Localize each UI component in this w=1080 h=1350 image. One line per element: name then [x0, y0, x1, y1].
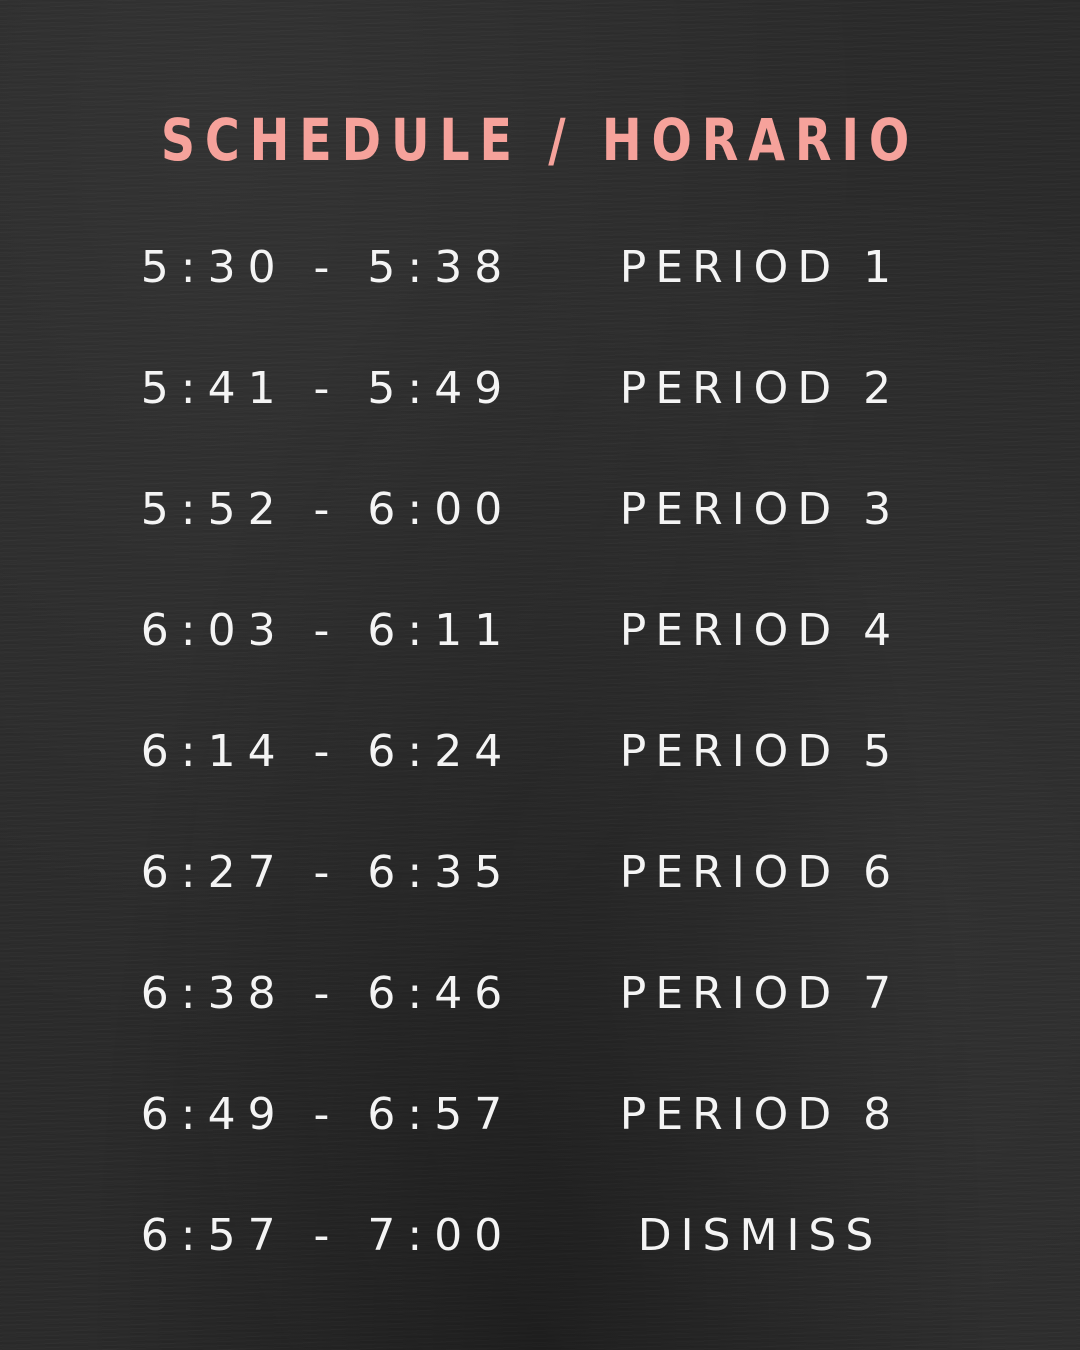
- time-range: 6:27 - 6:35: [140, 847, 515, 898]
- period-label: PERIOD 4: [619, 605, 901, 656]
- period-label: PERIOD 5: [619, 726, 901, 777]
- period-label: PERIOD 6: [619, 847, 901, 898]
- schedule-row: [0, 722, 1080, 782]
- dismiss-label: DISMISS: [637, 1210, 883, 1261]
- schedule-row: [0, 238, 1080, 298]
- period-label: PERIOD 8: [619, 1089, 901, 1140]
- schedule-row: [0, 1206, 1080, 1266]
- schedule-row: [0, 1085, 1080, 1145]
- schedule-row: [0, 843, 1080, 903]
- time-range: 6:38 - 6:46: [140, 968, 515, 1019]
- schedule-row: [0, 601, 1080, 661]
- time-range: 6:14 - 6:24: [140, 726, 515, 777]
- period-label: PERIOD 2: [619, 363, 901, 414]
- time-range: 6:49 - 6:57: [140, 1089, 515, 1140]
- time-range: 6:03 - 6:11: [140, 605, 515, 656]
- time-range: 5:52 - 6:00: [140, 484, 515, 535]
- schedule-row: [0, 480, 1080, 540]
- period-label: PERIOD 3: [619, 484, 901, 535]
- period-label: PERIOD 1: [619, 242, 901, 293]
- schedule-row: [0, 964, 1080, 1024]
- period-label: PERIOD 7: [619, 968, 901, 1019]
- page-title: SCHEDULE / HORARIO: [160, 106, 920, 174]
- time-range: 5:30 - 5:38: [140, 242, 515, 293]
- time-range: 6:57 - 7:00: [140, 1210, 515, 1261]
- time-range: 5:41 - 5:49: [140, 363, 515, 414]
- schedule-row: [0, 359, 1080, 419]
